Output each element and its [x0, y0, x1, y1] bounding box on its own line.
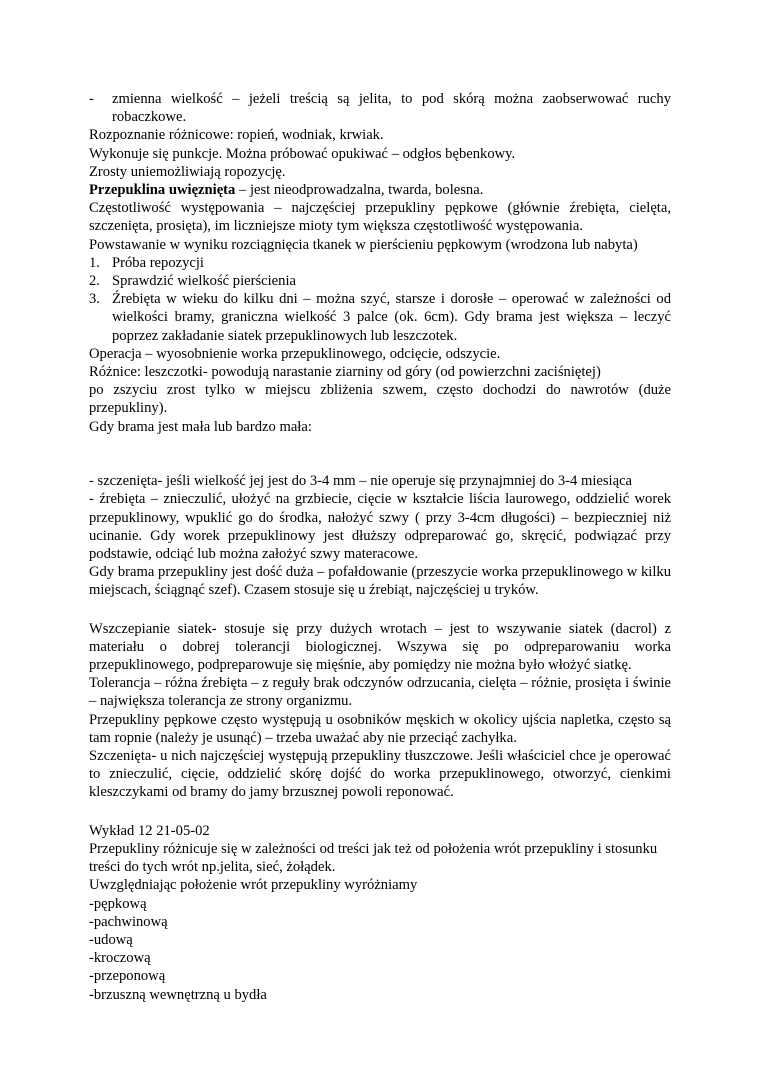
document-page [89, 90, 671, 1004]
bullet-marker: - [89, 91, 94, 107]
list-number: 2. [89, 273, 100, 290]
foals-paragraph: - źrebięta – znieczulić, ułożyć na grzbiecie, cięcie w kształcie liścia laurowego, oddzielić worek przepuklinowy, wpuklić go do środka, nałożyć szwy ( przy 3-4cm długości) – bezpieczniej niż ucinanie. Gdy worek przepuklinowy jest dłuższy odpreparować go, skręcić, podwiązać przy podstawie, odciąć lub można założyć szwy materacowe. [89, 491, 671, 563]
list-item: -przeponową [89, 968, 166, 985]
bullet-text: zmienna wielkość – jeżeli treścią są jelita, to pod skórą można zaobserwować ruchy robaczkowe. [112, 91, 671, 126]
incarcerated-heading: Przepuklina uwięznięta [89, 182, 236, 199]
diff-diagnosis-line: Rozpoznanie różnicowe: ropień, wodniak, krwiak. [89, 127, 384, 144]
list-item: -udową [89, 931, 133, 948]
incarcerated-description: – jest nieodprowadzalna, twarda, bolesna. [235, 182, 484, 199]
frequency-paragraph: Częstotliwość występowania – najczęściej przepukliny pępkowe (głównie źrebięta, cielęta, szczenięta, prosięta), im liczniejsze mioty tym większa częstotliwość występowania. [89, 200, 671, 235]
origin-line: Powstawanie w wyniku rozciągnięcia tkanek w pierścieniu pępkowym (wrodzona lub nabyta) [89, 236, 638, 253]
lecture-title: Wykład 12 21-05-02 [89, 822, 210, 839]
list-item: -brzuszną wewnętrzną u bydła [89, 986, 267, 1003]
list-item [89, 290, 671, 345]
list-text: Sprawdzić wielkość pierścienia [112, 273, 296, 290]
location-intro-line: Uwzględniając położenie wrót przepukliny wyróżniamy [89, 877, 418, 894]
list-text: Źrebięta w wieku do kilku dni – można szyć, starsze i dorosłe – operować w zależności od wielkości bramy, graniczna wielkość 3 palce (ok. 6cm). Gdy brama jest większa – leczyć poprzez zakładanie siatek przepuklinowych lub leszczotek. [112, 291, 671, 344]
puppies-line: - szczenięta- jeśli wielkość jej jest do 3-4 mm – nie operuje się przynajmniej do 3-4 miesiąca [89, 473, 633, 490]
blank-line [89, 436, 671, 454]
tolerance-paragraph: Tolerancja – różna źrebięta – z reguły brak odczynów odrzucania, cielęta – różnie, prosięta i świnie – największa tolerancja ze strony organizmu. [89, 675, 671, 710]
large-gate-paragraph: Gdy brama przepukliny jest dość duża – pofałdowanie (przeszycie worka przepuklinowego w kilku miejscach, ściągnąć szef). Czasem stosuje się u źrebiąt, najczęściej u tryków. [89, 564, 671, 599]
hernia-types-list [89, 895, 671, 1004]
differences-line: Różnice: leszczotki- powodują narastanie ziarniny od góry (od powierzchni zaciśniętej) [89, 364, 601, 381]
list-number: 3. [89, 291, 100, 308]
steps-list [89, 254, 671, 345]
classification-paragraph: Przepukliny różnicuje się w zależności od treści jak też od położenia wrót przepukliny i stosunku treści do tych wrót np.jelita, sieć, żołądek. [89, 840, 658, 876]
small-gate-line: Gdy brama jest mała lub bardzo mała: [89, 418, 312, 435]
list-item [89, 254, 671, 272]
list-item: -pępkową [89, 895, 147, 912]
suture-paragraph: po zszyciu zrost tylko w miejscu zbliżenia szwem, często dochodzi do nawrotów (duże przepukliny). [89, 382, 671, 417]
males-paragraph: Przepukliny pępkowe często występują u osobników męskich w okolicy ujścia napletka, często są tam ropnie (należy je usunąć) – trzeba uważać aby nie przeciąć zachyłka. [89, 711, 671, 746]
puncture-line: Wykonuje się punkcje. Można próbować opukiwać – odgłos bębenkowy. [89, 145, 516, 162]
blank-line [89, 802, 671, 822]
blank-line [89, 600, 671, 620]
puppies-fat-paragraph: Szczenięta- u nich najczęściej występują przepukliny tłuszczowe. Jeśli właściciel chce je operować to znieczulić, cięcie, oddzielić skórę dojść do worka przepuklinowego, otworzyć, cienkimi kleszczykami od bramy do jamy brzusznej powoli reponować. [89, 748, 671, 801]
adhesions-line: Zrosty uniemożliwiają ropozycję. [89, 163, 286, 180]
list-text: Próba repozycji [112, 254, 204, 271]
list-number: 1. [89, 254, 100, 271]
list-item: -pachwinową [89, 913, 168, 930]
list-item [89, 272, 671, 290]
blank-line [89, 454, 671, 472]
incarcerated-hernia-line [89, 181, 671, 199]
mesh-paragraph: Wszczepianie siatek- stosuje się przy dużych wrotach – jest to wszywanie siatek (dacrol) z materiału o dobrej tolerancji biologicznej. Wszywa się po odpreparowaniu worka przepuklinowego, podpreparowuje się mięśnie, aby pomiędzy nie można było włożyć siatkę. [89, 620, 671, 674]
intro-bullet [89, 90, 671, 126]
list-item: -kroczową [89, 950, 151, 967]
operation-line: Operacja – wyosobnienie worka przepuklinowego, odcięcie, odszycie. [89, 345, 501, 362]
